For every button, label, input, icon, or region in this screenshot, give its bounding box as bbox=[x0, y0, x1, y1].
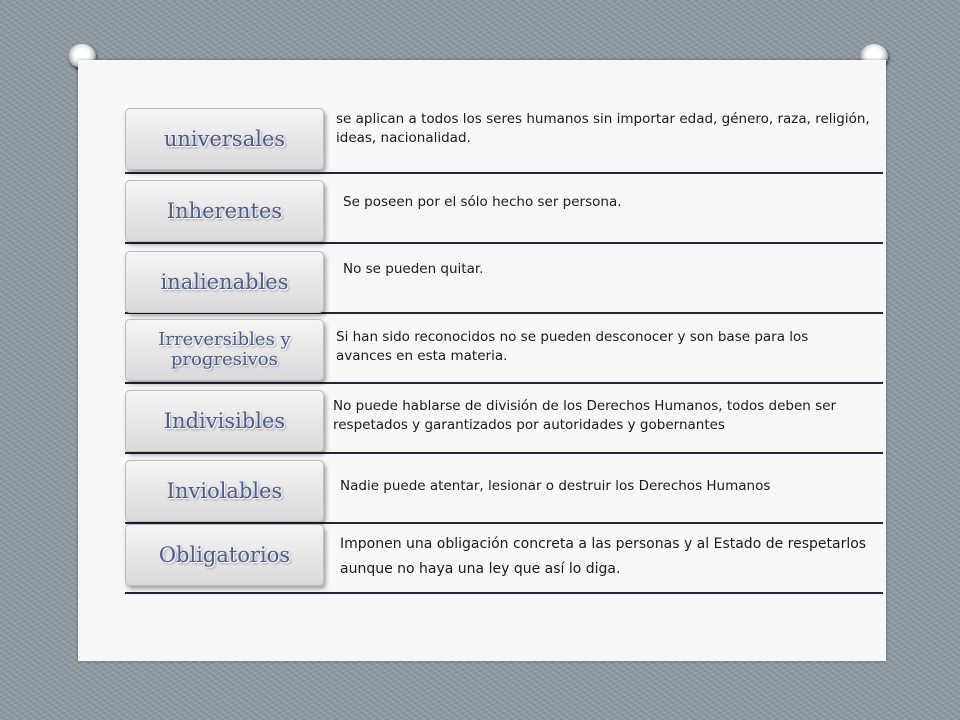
category-label: Obligatorios bbox=[125, 524, 324, 586]
category-description: Imponen una obligación concreta a las personas y al Estado de respetarlos aunque no haya una ley que así lo diga. bbox=[340, 536, 867, 577]
category-label: universales bbox=[125, 108, 324, 170]
category-description: Nadie puede atentar, lesionar o destruir los Derechos Humanos bbox=[340, 478, 771, 494]
category-label: Inviolables bbox=[125, 460, 324, 522]
category-description: se aplican a todos los seres humanos sin importar edad, género, raza, religión, ideas, nacionalidad. bbox=[336, 111, 870, 146]
list-item bbox=[125, 592, 883, 594]
category-label: Irreversibles y progresivos bbox=[125, 319, 324, 381]
category-label: Inherentes bbox=[125, 180, 324, 242]
category-description: Si han sido reconocidos no se pueden desconocer y son base para los avances en esta materia. bbox=[336, 329, 809, 364]
list-item bbox=[125, 382, 883, 384]
category-label: inalienables bbox=[125, 251, 324, 313]
list-item bbox=[125, 172, 883, 174]
list-item bbox=[125, 452, 883, 454]
list-item bbox=[125, 242, 883, 244]
category-description: Se poseen por el sólo hecho ser persona. bbox=[343, 194, 622, 210]
category-description: No se pueden quitar. bbox=[343, 261, 484, 277]
category-description: No puede hablarse de división de los Derechos Humanos, todos deben ser respetados y garantizados por autoridades y gobernantes bbox=[333, 398, 837, 433]
category-label: Indivisibles bbox=[125, 390, 324, 452]
